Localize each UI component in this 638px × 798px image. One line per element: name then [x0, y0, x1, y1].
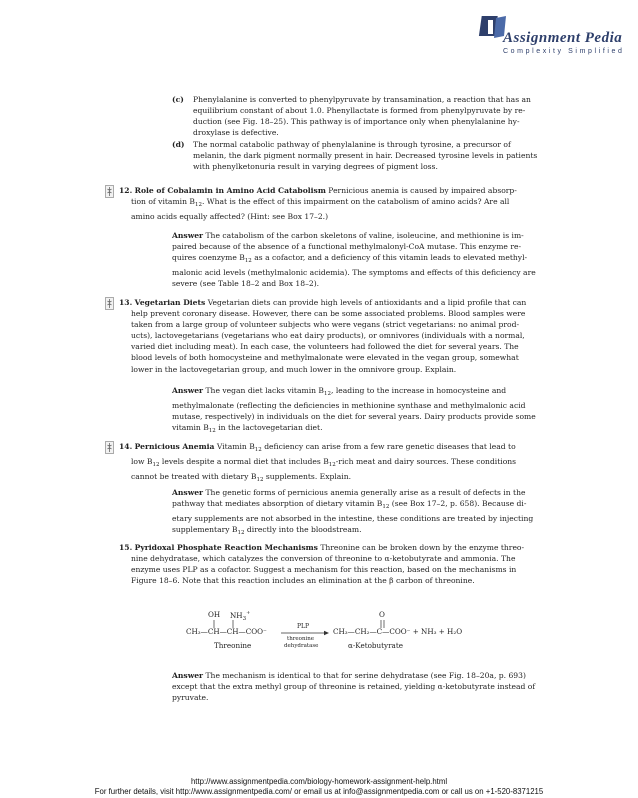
subscript: 12 — [208, 428, 216, 435]
question-title: Vegetarian Diets — [134, 298, 206, 307]
question-15 — [119, 542, 569, 586]
answer-12 — [172, 230, 612, 289]
question-text: Vegetarian diets can provide high levels of antioxidants and a lipid profile that can — [207, 298, 527, 307]
biochem-margin-icon — [105, 441, 114, 454]
answer-text: vitamin B — [172, 423, 209, 433]
answer-text: severe (see Table 18–2 and Box 18–2). — [172, 279, 320, 289]
question-text: taken from a large group of volunteer subjects who were vegans (strict vegetarians: no animal prod- — [131, 320, 520, 330]
item-c-label: (c) — [172, 95, 184, 104]
answer-14 — [172, 487, 612, 539]
question-text: low B — [131, 457, 153, 467]
subscript: 12 — [254, 447, 262, 453]
item-d-text — [193, 139, 613, 172]
question-text: help prevent coronary disease. However, there can be some associated problems. Blood samples were — [131, 309, 526, 319]
enzyme-name-line1: threonine — [287, 636, 315, 642]
question-text: enzyme uses PLP as a cofactor. Suggest a mechanism for this reaction, based on the mechanisms in — [131, 565, 517, 575]
question-text: supplements. Explain. — [263, 472, 352, 482]
question-text: blood levels of both homocysteine and methylmalonate were elevated in the vegan group, somewhat — [131, 353, 519, 363]
question-text: deficiency can arise from a few rare genetic diseases that lead to — [261, 442, 516, 451]
item-d-line: with phenylketonuria result in varying degrees of pigment loss. — [193, 162, 438, 172]
answer-label: Answer — [172, 386, 204, 395]
question-number: 13. — [119, 298, 133, 307]
answer-text: mutase, respectively) in individuals on the diet for several years. Dairy products provide some — [172, 412, 536, 422]
answer-text: as a cofactor, and a deficiency of this vitamin leads to elevated methyl- — [251, 253, 528, 263]
subscript: 12 — [194, 202, 202, 209]
subscript: 12 — [328, 462, 336, 469]
subscript: 12 — [256, 477, 264, 484]
item-c-line: Phenylalanine is converted to phenylpyruvate by transamination, a reaction that has an — [193, 95, 531, 104]
question-text: Pernicious anemia is caused by impaired absorp- — [328, 186, 517, 195]
answer-text: supplementary B — [172, 525, 238, 535]
answer-label: Answer — [172, 231, 204, 240]
answer-text: directly into the bloodstream. — [244, 525, 362, 535]
enzyme-name-line2: dehydratase — [284, 643, 319, 649]
subscript: 12 — [324, 391, 332, 397]
question-number: 12. — [119, 186, 133, 195]
answer-text: malonic acid levels (methylmalonic acidemia). The symptoms and effects of this deficiency are — [172, 268, 536, 278]
answer-text: paired because of the absence of a functional methylmalonyl-CoA mutase. This enzyme re- — [172, 242, 522, 252]
question-text: nine dehydratase, which catalyzes the conversion of threonine to α-ketobutyrate and ammonia. The — [131, 554, 516, 564]
product-formula: CH₃—CH₂—C—COO⁻ + NH₃ + H₂O — [333, 627, 463, 636]
subscript: 12 — [244, 258, 252, 265]
brand-name: Assignment Pedia — [503, 30, 623, 46]
question-text: tion of vitamin B — [131, 197, 195, 207]
answer-text: (see Box 17–2, p. 658). Because di- — [389, 499, 527, 509]
answer-text: in the lactovegetarian diet. — [215, 423, 323, 433]
subscript: 12 — [382, 504, 390, 511]
answer-text: The vegan diet lacks vitamin B — [205, 386, 325, 395]
product-oxygen-label: O — [379, 610, 385, 619]
answer-text: pathway that mediates absorption of dietary vitamin B — [172, 499, 383, 509]
reaction-nh3-label: $NH_3^+$ — [230, 610, 251, 622]
item-c-line: equilibrium constant of about 1.0. Phenyllactate is formed from phenylpyruvate by re- — [193, 106, 526, 116]
item-c-text — [193, 94, 613, 138]
subscript: 12 — [237, 530, 245, 537]
answer-text: The catabolism of the carbon skeletons of valine, isoleucine, and methionine is im- — [205, 231, 524, 240]
biochem-margin-icon — [105, 297, 114, 310]
item-c-line: droxylase is defective. — [193, 128, 279, 138]
answer-label: Answer — [172, 488, 204, 497]
item-d-line: The normal catabolic pathway of phenylalanine is through tyrosine, a precursor of — [193, 140, 511, 149]
reaction-oh-label: OH — [208, 610, 221, 619]
item-d-line: melanin, the dark pigment normally present in hair. Decreased tyrosine levels in patients — [193, 151, 538, 161]
question-title: Pernicious Anemia — [134, 442, 215, 451]
subscript: 12 — [152, 462, 160, 469]
brand-tagline: Complexity Simplified — [503, 48, 625, 55]
question-text: -rich meat and dairy sources. These conditions — [335, 457, 517, 467]
question-text: lower in the lactovegetarian group, and much lower in the omnivore group. Explain. — [131, 364, 457, 374]
answer-13 — [172, 385, 612, 437]
question-text: . What is the effect of this impairment on the catabolism of amino acids? Are all — [201, 197, 510, 207]
footer-url-link[interactable]: http://www.assignmentpedia.com/biology-homework-assignment-help.html — [190, 777, 448, 786]
item-c-line: duction (see Fig. 18–25). This pathway is of importance only when phenylalanine hy- — [193, 117, 520, 127]
question-14 — [119, 441, 569, 486]
question-text: ucts), lactovegetarians (vegetarians who eat dairy products), or omnivores (individuals with a normal, — [131, 331, 525, 341]
answer-label: Answer — [172, 671, 204, 680]
answer-text: The genetic forms of pernicious anemia generally arise as a result of defects in the — [205, 488, 526, 497]
item-d-label: (d) — [172, 140, 185, 149]
question-text: Vitamin B — [216, 442, 255, 451]
reactant-formula: CH₃—CH—CH—COO⁻ — [186, 627, 267, 636]
question-title: Role of Cobalamin in Amino Acid Catabolism — [134, 186, 326, 195]
question-number: 14. — [119, 442, 133, 451]
answer-text: methylmalonate (reflecting the deficiencies in methionine synthase and methylmalonic acid — [172, 401, 526, 411]
answer-15 — [172, 670, 612, 703]
question-13 — [119, 297, 569, 375]
question-text: amino acids equally affected? (Hint: see Box 17–2.) — [131, 212, 329, 222]
question-number: 15. — [119, 543, 133, 552]
enzyme-cofactor: PLP — [297, 623, 310, 630]
answer-text: The mechanism is identical to that for serine dehydratase (see Fig. 18–20a, p. 693) — [205, 671, 526, 680]
answer-text: , leading to the increase in homocysteine and — [331, 386, 507, 395]
answer-text: quires coenzyme B — [172, 253, 245, 263]
answer-text: except that the extra methyl group of threonine is retained, yielding α-ketobutyrate instead of — [172, 682, 536, 692]
question-text: Threonine can be broken down by the enzyme threo- — [320, 543, 525, 552]
answer-text: etary supplements are not absorbed in the intestine, these conditions are treated by injecting — [172, 514, 534, 524]
question-text: cannot be treated with dietary B — [131, 472, 257, 482]
question-title: Pyridoxal Phosphate Reaction Mechanisms — [134, 543, 318, 552]
answer-text: pyruvate. — [172, 693, 209, 703]
biochem-margin-icon — [105, 185, 114, 198]
question-text: varied diet including meat). In each case, the volunteers had followed the diet for several years. The — [131, 342, 519, 352]
question-text: Figure 18–6. Note that this reaction includes an elimination at the β carbon of threonine. — [131, 576, 475, 586]
question-text: levels despite a normal diet that includes B — [159, 457, 329, 467]
reactant-name: Threonine — [214, 641, 252, 650]
product-name: α-Ketobutyrate — [348, 641, 403, 650]
question-12 — [119, 185, 559, 222]
footer-contact-text: For further details, visit http://www.assignmentpedia.com/ or email us at info@assignmentpedia.com or call us on +1-520-8371215 — [94, 787, 544, 796]
